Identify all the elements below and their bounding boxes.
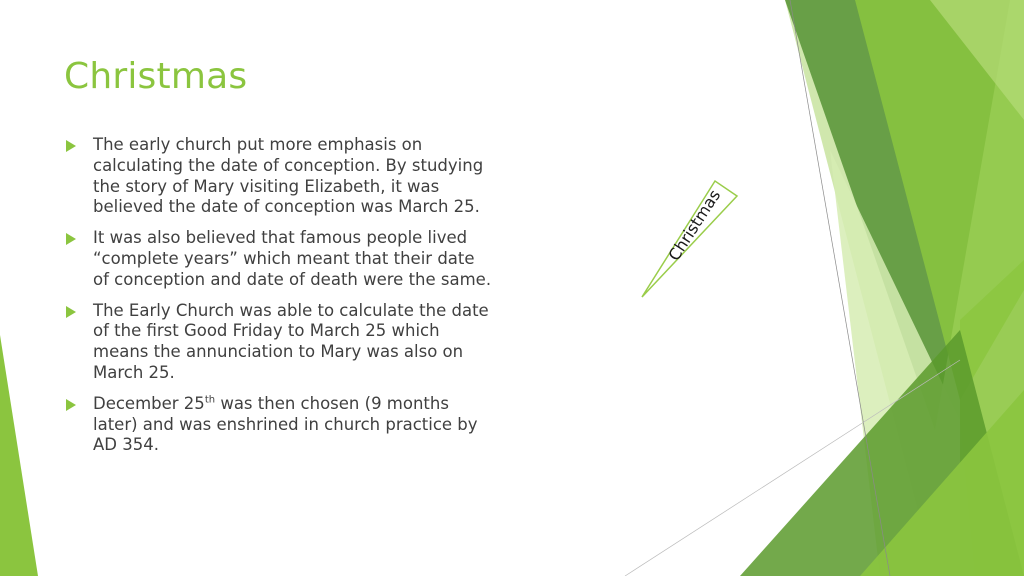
bullet-item [64, 135, 494, 218]
bullet-item [64, 228, 494, 290]
christmas-pennant [642, 181, 737, 297]
left-edge-shape [0, 335, 38, 576]
bullet-text: The early church put more emphasis on calculating the date of conception. By studying the story of Mary visiting Elizabeth, it was believed the date of conception was March 25. [93, 135, 484, 217]
bullet-text: The Early Church was able to calculate the date of the first Good Friday to March 25 which means the annunciation to Mary was also on March 25. [93, 300, 489, 382]
right-triangle-bullet-icon [66, 399, 76, 411]
slide-title: Christmas [64, 56, 248, 97]
bullet-text-start: December 25 [93, 393, 205, 413]
pennant-label: Christmas [664, 186, 725, 265]
right-triangle-bullet-icon [66, 140, 76, 152]
ordinal-superscript: th [204, 394, 216, 406]
bullet-list [64, 135, 494, 466]
bullet-item [64, 394, 494, 456]
bullet-item [64, 301, 494, 384]
right-triangle-bullet-icon [66, 306, 76, 318]
bullet-text-end: was then chosen (9 months later) and was enshrined in church practice by AD 354. [93, 393, 478, 455]
bullet-text: It was also believed that famous people lived “complete years” which meant that their date of conception and date of death were the same. [93, 228, 492, 289]
right-triangle-bullet-icon [66, 233, 76, 245]
